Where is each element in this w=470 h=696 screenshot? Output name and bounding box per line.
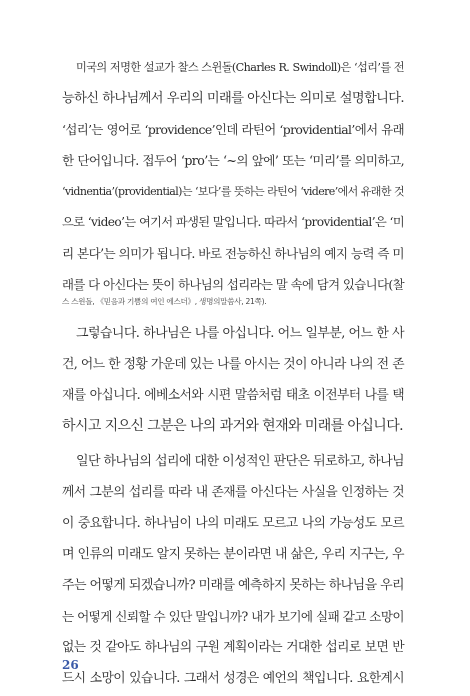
text-line: 하시고 지으신 그분은 나의 과거와 현재와 미래를 아십니다. — [62, 418, 403, 434]
text-line: 리 본다’는 의미가 됩니다. 바로 전능하신 하나님의 예지 능력 즉 미 — [62, 246, 404, 261]
text-line: 께서 그분의 섭리를 따라 내 존재를 아신다는 사실을 인정하는 것 — [62, 485, 404, 500]
text-line: 능하신 하나님께서 우리의 미래를 아신다는 의미로 설명합니다. — [62, 91, 404, 106]
text-line: 일단 하나님의 섭리에 대한 이성적인 판단은 뒤로하고, 하나님 — [76, 454, 404, 469]
text-line: 이 중요합니다. 하나님이 나의 미래도 모르고 나의 가능성도 모르 — [62, 516, 404, 531]
text-line: 미국의 저명한 설교가 찰스 스윈돌(Charles R. Swindoll)은 ‘섭리’를 전 — [76, 61, 404, 74]
text-line: 없는 것 같아도 하나님의 구원 계획이라는 거대한 섭리로 보면 반 — [62, 640, 404, 655]
text-line: 그렇습니다. 하나님은 나를 아십니다. 어느 일부분, 어느 한 사 — [76, 326, 404, 341]
paragraph-3 — [62, 446, 404, 694]
text-line: 는 어떻게 신뢰할 수 있단 말입니까? 내가 보기에 실패 같고 소망이 — [62, 609, 404, 624]
text-line: 며 인류의 미래도 알지 못하는 분이라면 내 삶은, 우리 지구는, 우 — [62, 547, 404, 562]
page-number: 26 — [62, 658, 79, 672]
text-line: 한 단어입니다. 접두어 ‘pro’는 ‘~의 앞에’ 또는 ‘미리’를 의미하고, — [62, 153, 404, 168]
text-line: 드시 소망이 있습니다. 그래서 성경은 예언의 책입니다. 요한계시 — [62, 671, 404, 686]
text-line: 건, 어느 한 정황 가운데 있는 나를 아시는 것이 아니라 나의 전 존 — [62, 357, 404, 372]
paragraph-2 — [62, 318, 404, 442]
body-text — [62, 52, 404, 694]
text-line: ‘vidnentia’(providential)는 ‘보다’를 뜻하는 라틴어 ‘videre’에서 유래한 것 — [62, 185, 404, 198]
text-line: 주는 어떻게 되겠습니까? 미래를 예측하지 못하는 하나님을 우리 — [62, 578, 405, 593]
text-line: ‘섭리’는 영어로 ‘providence’인데 라틴어 ‘providential’에서 유래 — [62, 122, 404, 137]
text-line: 으로 ‘video’는 여기서 파생된 말입니다. 따라서 ‘providential’은 ‘미 — [62, 215, 404, 229]
paragraph-1 — [62, 52, 404, 310]
text-line: 래를 다 아신다는 뜻이 하나님의 섭리라는 말 속에 담겨 있습니다(찰 — [62, 277, 404, 292]
text-line: 재를 아십니다. 에베소서와 시편 말씀처럼 태초 이전부터 나를 택 — [62, 388, 404, 403]
citation-footnote: 스 스윈돌, 《믿음과 기쁨의 여인 에스더》, 생명의말씀사, 21쪽). — [62, 297, 267, 306]
